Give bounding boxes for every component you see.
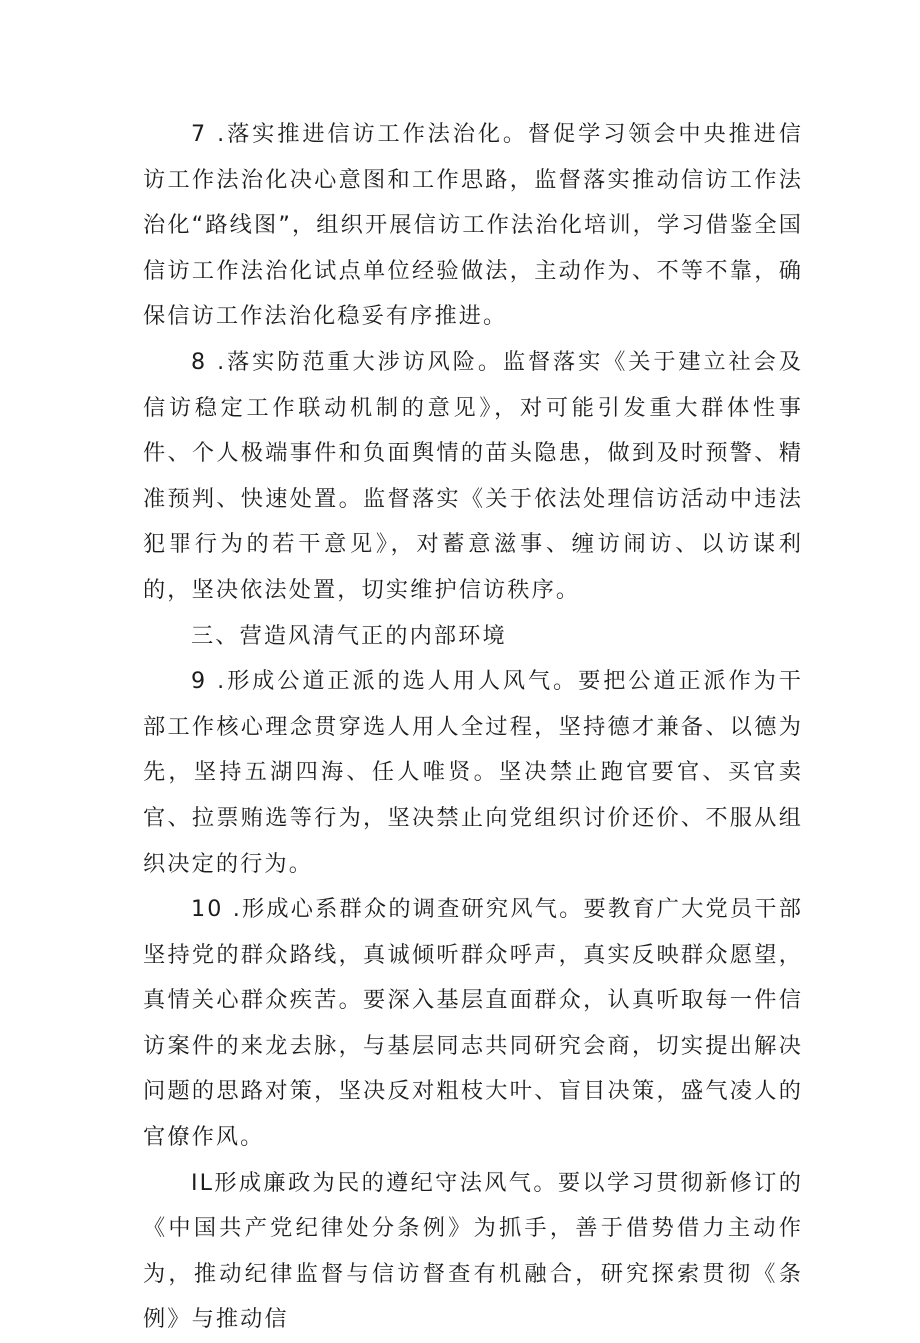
document-body bbox=[143, 112, 803, 1343]
paragraph-item-7: 7 .落实推进信访工作法治化。督促学习领会中央推进信访工作法治化决心意图和工作思路，监督落实推动信访工作法治化“路线图”，组织开展信访工作法治化培训，学习借鉴全国信访工作法治化试点单位经验做法，主动作为、不等不靠，确保信访工作法治化稳妥有序推进。 bbox=[143, 121, 803, 330]
paragraph-item-9: 9 .形成公道正派的选人用人风气。要把公道正派作为干部工作核心理念贯穿选人用人全过程，坚持德才兼备、以德为先，坚持五湖四海、任人唯贤。坚决禁止跑官要官、买官卖官、拉票贿选等行为，坚决禁止向党组织讨价还价、不服从组织决定的行为。 bbox=[143, 668, 803, 877]
paragraph-item-11: IL形成廉政为民的遵纪守法风气。要以学习贯彻新修订的《中国共产党纪律处分条例》为抓手，善于借势借力主动作为，推动纪律监督与信访督查有机融合，研究探索贯彻《条例》与推动信 bbox=[143, 1169, 803, 1333]
section-heading-3: 三、营造风清气正的内部环境 bbox=[191, 622, 507, 649]
paragraph-item-10: 10 .形成心系群众的调查研究风气。要教育广大党员干部坚持党的群众路线，真诚倾听群众呼声，真实反映群众愿望，真情关心群众疾苦。要深入基层直面群众，认真听取每一件信访案件的来龙去脉，与基层同志共同研究会商，切实提出解决问题的思路对策，坚决反对粗枝大叶、盲目决策，盛气凌人的官僚作风。 bbox=[143, 896, 803, 1151]
paragraph-item-8: 8 .落实防范重大涉访风险。监督落实《关于建立社会及信访稳定工作联动机制的意见》，对可能引发重大群体性事件、个人极端事件和负面舆情的苗头隐患，做到及时预警、精准预判、快速处置。监督落实《关于依法处理信访活动中违法犯罪行为的若干意见》，对蓄意滋事、缠访闹访、以访谋利的，坚决依法处置，切实维护信访秩序。 bbox=[143, 348, 803, 603]
